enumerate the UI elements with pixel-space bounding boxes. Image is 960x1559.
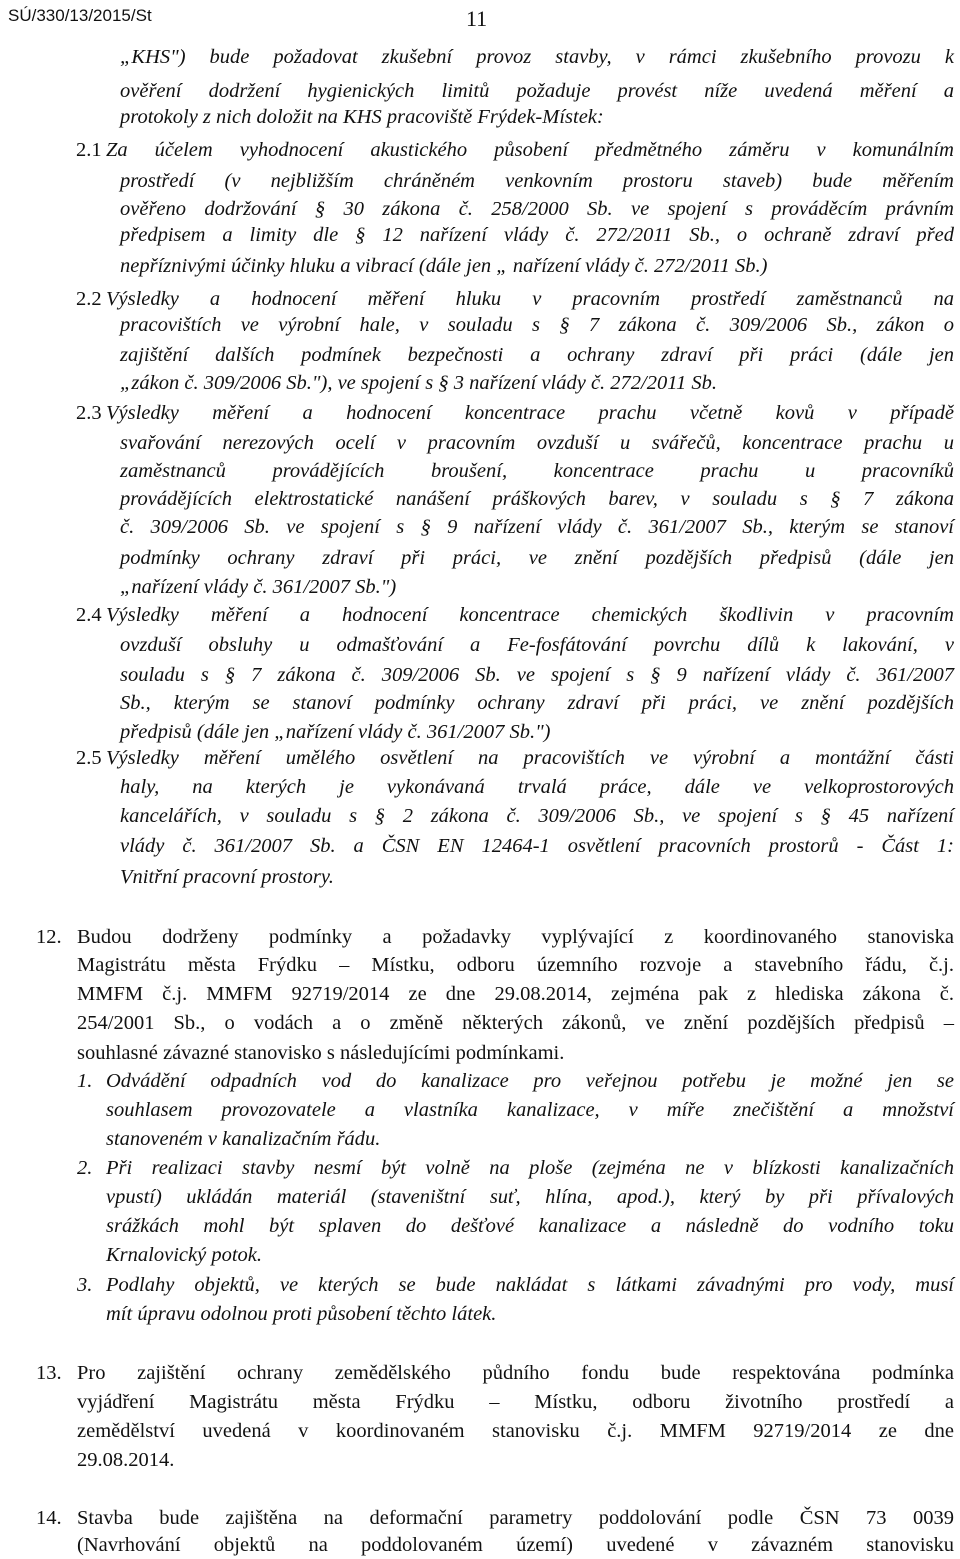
text-line: předpisem a limity dle § 12 nařízení vlády č. 272/2011 Sb., o ochraně zdraví před	[120, 224, 954, 246]
text-line: Budou dodrženy podmínky a požadavky vyplývající z koordinovaného stanoviska	[77, 926, 954, 948]
item-number: 14.	[36, 1507, 62, 1529]
text-line: „zákon č. 309/2006 Sb."), ve spojení s § 3 nařízení vlády č. 272/2011 Sb.	[120, 372, 717, 394]
text-line: 29.08.2014.	[77, 1449, 175, 1471]
text-line: ověření dodržení hygienických limitů požaduje provést níže uvedená měření a	[120, 80, 954, 102]
text-line: svařování nerezových ocelí v pracovním ovzduší u svářečů, koncentrace prachu u	[120, 432, 954, 454]
text-line: 254/2001 Sb., o vodách a o změně některých zákonů, ve znění pozdějších předpisů –	[77, 1012, 954, 1034]
text-line: „nařízení vlády č. 361/2007 Sb.")	[120, 576, 397, 598]
text-line: Výsledky měření umělého osvětlení na pracovištích ve výrobní a montážní části	[106, 747, 954, 769]
text-line: mít úpravu odolnou proti působení těchto látek.	[106, 1303, 497, 1325]
page-number: 11	[466, 6, 488, 31]
item-number: 2.1	[76, 139, 102, 161]
text-line: vlády č. 361/2007 Sb. a ČSN EN 12464-1 osvětlení pracovních prostorů - Část 1:	[120, 835, 954, 857]
text-line: provádějících elektrostatické nanášení práškových barev, v souladu s § 7 zákona	[120, 488, 954, 510]
text-line: Odvádění odpadních vod do kanalizace pro veřejnou potřebu je možné jen se	[106, 1070, 954, 1092]
text-line: Výsledky měření a hodnocení koncentrace prachu včetně kovů v případě	[106, 402, 954, 424]
text-line: protokoly z nich doložit na KHS pracoviště Frýdek-Místek:	[120, 106, 604, 128]
text-line: Pro zajištění ochrany zemědělského půdního fondu bude respektována podmínka	[77, 1362, 954, 1384]
text-line: ověřeno dodržování § 30 zákona č. 258/2000 Sb. ve spojení s prováděcím právním	[120, 198, 954, 220]
text-line: souhlasné závazné stanovisko s následujícími podmínkami.	[77, 1042, 565, 1064]
text-line: zajištění dalších podmínek bezpečnosti a ochrany zdraví při práci (dále jen	[120, 344, 954, 366]
item-number: 2.3	[76, 402, 102, 424]
text-line: pracovištích ve výrobní hale, v souladu s § 7 zákona č. 309/2006 Sb., zákon o	[120, 314, 954, 336]
item-number: 12.	[36, 926, 62, 948]
text-line: stanoveném v kanalizačním řádu.	[106, 1128, 381, 1150]
text-line: Za účelem vyhodnocení akustického působení předmětného záměru v komunálním	[106, 139, 954, 161]
sub-item-number: 1.	[77, 1070, 93, 1092]
text-line: vyjádření Magistrátu města Frýdku – Místku, odboru životního prostředí a	[77, 1391, 954, 1413]
sub-item-number: 2.	[77, 1157, 93, 1179]
text-line: Sb., kterým se stanoví podmínky ochrany zdraví při práci, ve znění pozdějších	[120, 692, 954, 714]
document-reference: SÚ/330/13/2015/St	[8, 6, 152, 25]
text-line: Výsledky a hodnocení měření hluku v pracovním prostředí zaměstnanců na	[106, 288, 954, 310]
text-line: předpisů (dále jen „nařízení vlády č. 361/2007 Sb.")	[120, 721, 551, 743]
text-line: souhlasem provozovatele a vlastníka kanalizace, v míře znečištění a množství	[106, 1099, 954, 1121]
text-line: Při realizaci stavby nesmí být volně na ploše (zejména ne v blízkosti kanalizačních	[106, 1157, 954, 1179]
text-line: kancelářích, v souladu s § 2 zákona č. 309/2006 Sb., ve spojení s § 45 nařízení	[120, 805, 954, 827]
text-line: Krnalovický potok.	[106, 1244, 262, 1266]
text-line: nepříznivými účinky hluku a vibrací (dále jen „ nařízení vlády č. 272/2011 Sb.)	[120, 255, 768, 277]
text-line: zaměstnanců provádějících broušení, koncentrace prachu u pracovníků	[120, 460, 954, 482]
item-number: 2.4	[76, 604, 102, 626]
text-line: (Navrhování objektů na poddolovaném území) uvedené v závazném stanovisku	[77, 1534, 954, 1556]
text-line: Magistrátu města Frýdku – Místku, odboru územního rozvoje a stavebního řádu, č.j.	[77, 954, 954, 976]
text-line: Podlahy objektů, ve kterých se bude nakládat s látkami závadnými pro vody, musí	[106, 1274, 954, 1296]
text-line: prostředí (v nejbližším chráněném venkovním prostoru staveb) bude měřením	[120, 170, 954, 192]
item-number: 2.5	[76, 747, 102, 769]
sub-item-number: 3.	[77, 1274, 93, 1296]
text-line: podmínky ochrany zdraví při práci, ve znění pozdějších předpisů (dále jen	[120, 547, 954, 569]
text-line: ovzduší obsluhy u odmašťování a Fe-fosfátování povrchu dílů k lakování, v	[120, 634, 954, 656]
text-line: srážkách mohl být splaven do dešťové kanalizace a následně do vodního toku	[106, 1215, 954, 1237]
text-line: Stavba bude zajištěna na deformační parametry poddolování podle ČSN 73 0039	[77, 1507, 954, 1529]
item-number: 13.	[36, 1362, 62, 1384]
text-line: MMFM č.j. MMFM 92719/2014 ze dne 29.08.2014, zejména pak z hlediska zákona č.	[77, 983, 954, 1005]
item-number: 2.2	[76, 288, 102, 310]
text-line: Výsledky měření a hodnocení koncentrace chemických škodlivin v pracovním	[106, 604, 954, 626]
text-line: „KHS") bude požadovat zkušební provoz stavby, v rámci zkušebního provozu k	[120, 46, 954, 68]
text-line: zemědělství uvedená v koordinovaném stanovisku č.j. MMFM 92719/2014 ze dne	[77, 1420, 954, 1442]
text-line: vpustí) ukládán materiál (staveništní suť, hlína, apod.), který by při přívalových	[106, 1186, 954, 1208]
text-line: souladu s § 7 zákona č. 309/2006 Sb. ve spojení s § 9 nařízení vlády č. 361/2007	[120, 664, 954, 686]
text-line: haly, na kterých je vykonávaná trvalá práce, dále ve velkoprostorových	[120, 776, 954, 798]
text-line: č. 309/2006 Sb. ve spojení s § 9 nařízení vlády č. 361/2007 Sb., kterým se stanoví	[120, 516, 954, 538]
text-line: Vnitřní pracovní prostory.	[120, 866, 334, 888]
